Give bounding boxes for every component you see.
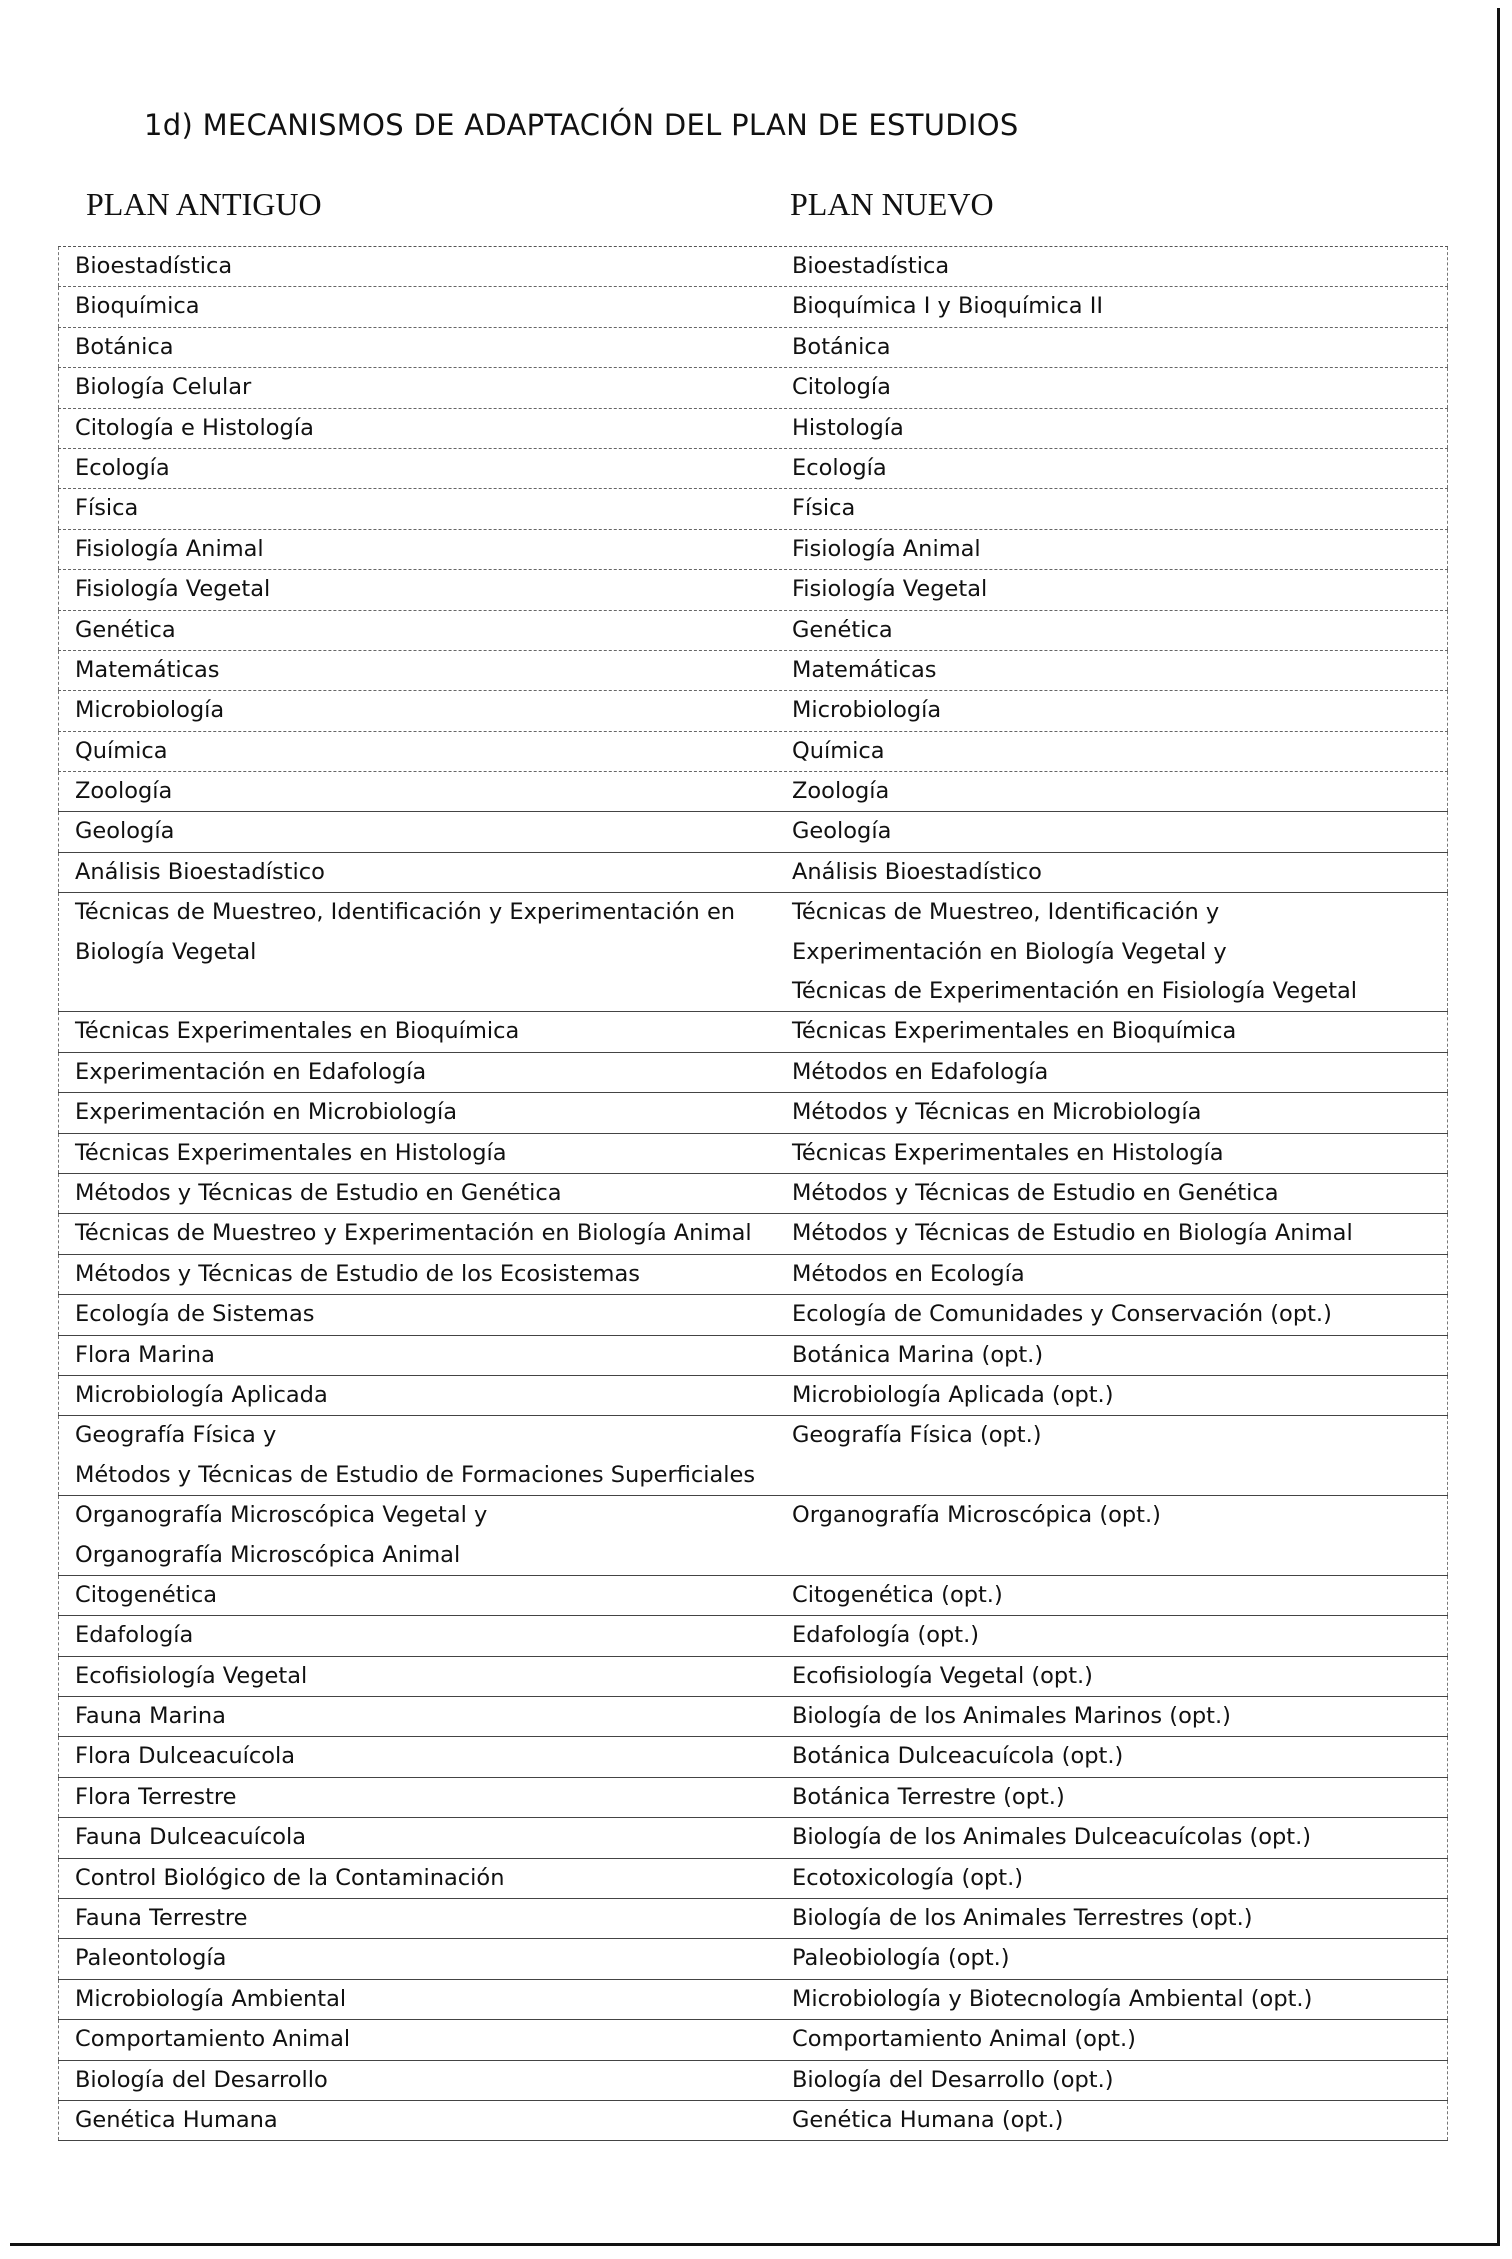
new-plan-subject: Edafología (opt.) <box>792 1622 980 1649</box>
table-row <box>58 1818 1448 1858</box>
old-plan-subject-cell <box>58 1336 784 1375</box>
new-plan-subject-cell <box>784 2061 1448 2100</box>
new-plan-subject-cell <box>784 1778 1448 1817</box>
old-plan-subject: Ecología <box>75 454 170 481</box>
table-row <box>58 812 1448 852</box>
new-plan-subject: Microbiología <box>792 697 942 724</box>
new-plan-subject: Métodos en Edafología <box>792 1058 1049 1085</box>
old-plan-subject-cell <box>58 1053 784 1092</box>
new-plan-subject-cell <box>784 449 1448 488</box>
new-plan-subject-cell <box>784 1818 1448 1857</box>
old-plan-subject <box>75 972 784 1011</box>
old-plan-subject: Métodos y Técnicas de Estudio en Genética <box>75 1179 562 1206</box>
equivalence-table <box>58 246 1448 2141</box>
old-plan-subject: Fauna Marina <box>75 1703 226 1730</box>
table-row <box>58 570 1448 610</box>
new-plan-subject-cell <box>784 1697 1448 1736</box>
table-row <box>58 1616 1448 1656</box>
new-plan-subject-cell <box>784 1134 1448 1173</box>
new-plan-subject: Fisiología Vegetal <box>792 576 988 603</box>
table-row <box>58 611 1448 651</box>
table-row <box>58 1416 1448 1496</box>
old-plan-subject-cell <box>58 530 784 569</box>
new-plan-subject: Técnicas de Muestreo, Identificación y <box>792 899 1220 926</box>
new-plan-subject: Genética Humana (opt.) <box>792 2106 1064 2133</box>
old-plan-subject-cell <box>58 611 784 650</box>
old-plan-subject-cell <box>58 1255 784 1294</box>
new-plan-subject: Citología <box>792 374 891 401</box>
old-plan-subject-cell <box>58 489 784 528</box>
old-plan-subject: Química <box>75 737 168 764</box>
new-plan-subject-cell <box>784 1416 1448 1495</box>
old-plan-subject-cell <box>58 1214 784 1253</box>
old-plan-subject-cell <box>58 893 784 1011</box>
table-row <box>58 1255 1448 1295</box>
table-row <box>58 1859 1448 1899</box>
new-plan-subject-cell <box>784 1093 1448 1132</box>
table-row <box>58 651 1448 691</box>
new-plan-subject-cell <box>784 1496 1448 1575</box>
new-plan-subject: Zoología <box>792 778 890 805</box>
table-row <box>58 893 1448 1012</box>
table-row <box>58 691 1448 731</box>
new-plan-subject-cell <box>784 328 1448 367</box>
new-plan-subject: Biología de los Animales Dulceacuícolas (opt.) <box>792 1824 1312 1851</box>
old-plan-subject: Organografía Microscópica Animal <box>75 1541 461 1568</box>
old-plan-subject: Física <box>75 495 139 522</box>
old-plan-subject-cell <box>58 1174 784 1213</box>
new-plan-subject-cell <box>784 651 1448 690</box>
old-plan-subject: Flora Terrestre <box>75 1783 237 1810</box>
old-plan-subject-cell <box>58 853 784 892</box>
table-row <box>58 247 1448 287</box>
old-plan-subject: Microbiología Aplicada <box>75 1381 328 1408</box>
old-plan-subject-cell <box>58 368 784 407</box>
old-plan-subject: Botánica <box>75 333 174 360</box>
old-plan-subject-cell <box>58 772 784 811</box>
new-plan-subject: Histología <box>792 414 904 441</box>
old-plan-subject: Experimentación en Edafología <box>75 1058 427 1085</box>
table-row <box>58 772 1448 812</box>
old-plan-subject-cell <box>58 1859 784 1898</box>
new-plan-subject: Geografía Física (opt.) <box>792 1422 1042 1449</box>
old-plan-subject-cell <box>58 1899 784 1938</box>
new-plan-subject-cell <box>784 1336 1448 1375</box>
old-plan-subject: Bioquímica <box>75 293 200 320</box>
new-plan-subject-cell <box>784 1737 1448 1776</box>
new-plan-subject: Biología de los Animales Terrestres (opt.) <box>792 1905 1253 1932</box>
old-plan-subject: Geología <box>75 818 175 845</box>
column-header-old-plan: PLAN ANTIGUO <box>86 186 322 222</box>
old-plan-subject: Análisis Bioestadístico <box>75 858 325 885</box>
old-plan-subject-cell <box>58 409 784 448</box>
new-plan-subject: Bioquímica I y Bioquímica II <box>792 293 1103 320</box>
old-plan-subject: Biología Celular <box>75 374 252 401</box>
old-plan-subject-cell <box>58 1376 784 1415</box>
table-row <box>58 368 1448 408</box>
new-plan-subject: Métodos en Ecología <box>792 1260 1025 1287</box>
old-plan-subject-cell <box>58 1939 784 1978</box>
new-plan-subject: Genética <box>792 616 893 643</box>
new-plan-subject: Física <box>792 495 856 522</box>
table-row <box>58 530 1448 570</box>
new-plan-subject-cell <box>784 1980 1448 2019</box>
old-plan-subject-cell <box>58 570 784 609</box>
table-row <box>58 1576 1448 1616</box>
table-row <box>58 409 1448 449</box>
old-plan-subject: Fauna Terrestre <box>75 1905 248 1932</box>
old-plan-subject: Flora Marina <box>75 1341 215 1368</box>
new-plan-subject <box>792 1456 1447 1495</box>
new-plan-subject: Citogenética (opt.) <box>792 1581 1003 1608</box>
table-row <box>58 1336 1448 1376</box>
old-plan-subject: Fauna Dulceacuícola <box>75 1824 307 1851</box>
old-plan-subject: Ecología de Sistemas <box>75 1301 315 1328</box>
table-row <box>58 853 1448 893</box>
old-plan-subject-cell <box>58 1576 784 1615</box>
table-row <box>58 1174 1448 1214</box>
old-plan-subject-cell <box>58 1295 784 1334</box>
table-row <box>58 1899 1448 1939</box>
old-plan-subject-cell <box>58 812 784 851</box>
table-row <box>58 1778 1448 1818</box>
new-plan-subject-cell <box>784 489 1448 528</box>
old-plan-subject: Geografía Física y <box>75 1422 277 1449</box>
table-row <box>58 1053 1448 1093</box>
table-row <box>58 1134 1448 1174</box>
new-plan-subject: Comportamiento Animal (opt.) <box>792 2026 1136 2053</box>
table-row <box>58 1657 1448 1697</box>
old-plan-subject-cell <box>58 1737 784 1776</box>
new-plan-subject-cell <box>784 368 1448 407</box>
new-plan-subject-cell <box>784 812 1448 851</box>
old-plan-subject: Organografía Microscópica Vegetal y <box>75 1502 488 1529</box>
table-row <box>58 1376 1448 1416</box>
new-plan-subject: Organografía Microscópica (opt.) <box>792 1502 1161 1529</box>
old-plan-subject-cell <box>58 287 784 326</box>
old-plan-subject-cell <box>58 2020 784 2059</box>
new-plan-subject: Microbiología y Biotecnología Ambiental (opt.) <box>792 1985 1313 2012</box>
table-row <box>58 1496 1448 1576</box>
new-plan-subject: Métodos y Técnicas de Estudio en Genética <box>792 1179 1279 1206</box>
table-row <box>58 1012 1448 1052</box>
table-row <box>58 1939 1448 1979</box>
old-plan-subject: Bioestadística <box>75 253 233 279</box>
new-plan-subject: Botánica <box>792 333 891 360</box>
new-plan-subject-cell <box>784 1214 1448 1253</box>
table-row <box>58 2101 1448 2141</box>
table-row <box>58 449 1448 489</box>
old-plan-subject: Paleontología <box>75 1945 227 1972</box>
old-plan-subject: Técnicas Experimentales en Histología <box>75 1139 507 1166</box>
old-plan-subject-cell <box>58 449 784 488</box>
old-plan-subject-cell <box>58 1496 784 1575</box>
old-plan-subject: Técnicas de Muestreo, Identificación y Experimentación en <box>75 899 736 926</box>
new-plan-subject: Biología de los Animales Marinos (opt.) <box>792 1703 1231 1730</box>
new-plan-subject: Química <box>792 737 885 764</box>
new-plan-subject: Microbiología Aplicada (opt.) <box>792 1381 1114 1408</box>
old-plan-subject-cell <box>58 2061 784 2100</box>
old-plan-subject-cell <box>58 1697 784 1736</box>
old-plan-subject-cell <box>58 1980 784 2019</box>
old-plan-subject: Control Biológico de la Contaminación <box>75 1864 505 1891</box>
new-plan-subject: Botánica Dulceacuícola (opt.) <box>792 1743 1124 1770</box>
old-plan-subject-cell <box>58 247 784 286</box>
new-plan-subject-cell <box>784 853 1448 892</box>
table-row <box>58 1093 1448 1133</box>
old-plan-subject: Citología e Histología <box>75 414 314 441</box>
new-plan-subject-cell <box>784 1376 1448 1415</box>
table-row <box>58 328 1448 368</box>
old-plan-subject-cell <box>58 328 784 367</box>
new-plan-subject-cell <box>784 1174 1448 1213</box>
table-row <box>58 287 1448 327</box>
old-plan-subject-cell <box>58 1657 784 1696</box>
new-plan-subject-cell <box>784 732 1448 771</box>
new-plan-subject: Técnicas de Experimentación en Fisiología Vegetal <box>792 978 1358 1005</box>
new-plan-subject-cell <box>784 1859 1448 1898</box>
old-plan-subject-cell <box>58 691 784 730</box>
old-plan-subject: Flora Dulceacuícola <box>75 1743 296 1770</box>
old-plan-subject: Técnicas de Muestreo y Experimentación en Biología Animal <box>75 1220 752 1247</box>
new-plan-subject-cell <box>784 2101 1448 2140</box>
new-plan-subject: Ecología de Comunidades y Conservación (opt.) <box>792 1301 1332 1328</box>
column-header-new-plan: PLAN NUEVO <box>790 186 994 222</box>
new-plan-subject-cell <box>784 1616 1448 1655</box>
new-plan-subject: Técnicas Experimentales en Bioquímica <box>792 1018 1237 1045</box>
new-plan-subject: Técnicas Experimentales en Histología <box>792 1139 1224 1166</box>
new-plan-subject: Botánica Marina (opt.) <box>792 1341 1044 1368</box>
old-plan-subject-cell <box>58 1416 784 1495</box>
document-title: 1d) MECANISMOS DE ADAPTACIÓN DEL PLAN DE ESTUDIOS <box>144 108 1019 142</box>
table-row <box>58 1980 1448 2020</box>
new-plan-subject-cell <box>784 1295 1448 1334</box>
table-row <box>58 2061 1448 2101</box>
new-plan-subject-cell <box>784 409 1448 448</box>
old-plan-subject: Biología del Desarrollo <box>75 2066 328 2093</box>
new-plan-subject-cell <box>784 247 1448 286</box>
old-plan-subject: Comportamiento Animal <box>75 2026 351 2053</box>
new-plan-subject: Bioestadística <box>792 253 950 279</box>
old-plan-subject-cell <box>58 1616 784 1655</box>
table-row <box>58 489 1448 529</box>
table-row <box>58 2020 1448 2060</box>
old-plan-subject: Métodos y Técnicas de Estudio de los Ecosistemas <box>75 1260 640 1287</box>
new-plan-subject: Paleobiología (opt.) <box>792 1945 1010 1972</box>
new-plan-subject-cell <box>784 2020 1448 2059</box>
old-plan-subject-cell <box>58 1093 784 1132</box>
new-plan-subject-cell <box>784 1255 1448 1294</box>
new-plan-subject: Ecofisiología Vegetal (opt.) <box>792 1662 1093 1689</box>
new-plan-subject: Métodos y Técnicas de Estudio en Biología Animal <box>792 1220 1353 1247</box>
old-plan-subject: Microbiología Ambiental <box>75 1985 347 2012</box>
old-plan-subject-cell <box>58 1012 784 1051</box>
new-plan-subject-cell <box>784 691 1448 730</box>
old-plan-subject: Métodos y Técnicas de Estudio de Formaciones Superficiales <box>75 1461 756 1488</box>
new-plan-subject-cell <box>784 893 1448 1011</box>
new-plan-subject-cell <box>784 1576 1448 1615</box>
old-plan-subject: Microbiología <box>75 697 225 724</box>
new-plan-subject-cell <box>784 1939 1448 1978</box>
old-plan-subject-cell <box>58 1134 784 1173</box>
new-plan-subject: Métodos y Técnicas en Microbiología <box>792 1099 1202 1126</box>
new-plan-subject: Ecotoxicología (opt.) <box>792 1864 1024 1891</box>
old-plan-subject: Técnicas Experimentales en Bioquímica <box>75 1018 520 1045</box>
table-row <box>58 1737 1448 1777</box>
old-plan-subject: Citogenética <box>75 1581 218 1608</box>
new-plan-subject-cell <box>784 1657 1448 1696</box>
old-plan-subject-cell <box>58 651 784 690</box>
old-plan-subject: Experimentación en Microbiología <box>75 1099 458 1126</box>
new-plan-subject-cell <box>784 1053 1448 1092</box>
new-plan-subject: Geología <box>792 818 892 845</box>
new-plan-subject-cell <box>784 611 1448 650</box>
new-plan-subject: Matemáticas <box>792 656 937 683</box>
old-plan-subject: Matemáticas <box>75 656 220 683</box>
new-plan-subject: Biología del Desarrollo (opt.) <box>792 2066 1114 2093</box>
old-plan-subject: Genética <box>75 616 176 643</box>
new-plan-subject-cell <box>784 1012 1448 1051</box>
old-plan-subject: Edafología <box>75 1622 194 1649</box>
old-plan-subject-cell <box>58 2101 784 2140</box>
new-plan-subject-cell <box>784 530 1448 569</box>
new-plan-subject: Experimentación en Biología Vegetal y <box>792 938 1227 965</box>
table-row <box>58 732 1448 772</box>
table-row <box>58 1295 1448 1335</box>
new-plan-subject-cell <box>784 287 1448 326</box>
new-plan-subject: Ecología <box>792 454 887 481</box>
old-plan-subject: Biología Vegetal <box>75 938 257 965</box>
old-plan-subject: Fisiología Vegetal <box>75 576 271 603</box>
new-plan-subject-cell <box>784 772 1448 811</box>
new-plan-subject: Botánica Terrestre (opt.) <box>792 1783 1065 1810</box>
new-plan-subject-cell <box>784 1899 1448 1938</box>
old-plan-subject-cell <box>58 1778 784 1817</box>
old-plan-subject: Genética Humana <box>75 2106 278 2133</box>
old-plan-subject: Fisiología Animal <box>75 535 264 562</box>
new-plan-subject: Fisiología Animal <box>792 535 981 562</box>
table-row <box>58 1214 1448 1254</box>
old-plan-subject: Zoología <box>75 778 173 805</box>
table-row <box>58 1697 1448 1737</box>
new-plan-subject <box>792 1536 1447 1575</box>
old-plan-subject: Ecofisiología Vegetal <box>75 1662 308 1689</box>
old-plan-subject-cell <box>58 1818 784 1857</box>
new-plan-subject: Análisis Bioestadístico <box>792 858 1042 885</box>
new-plan-subject-cell <box>784 570 1448 609</box>
old-plan-subject-cell <box>58 732 784 771</box>
